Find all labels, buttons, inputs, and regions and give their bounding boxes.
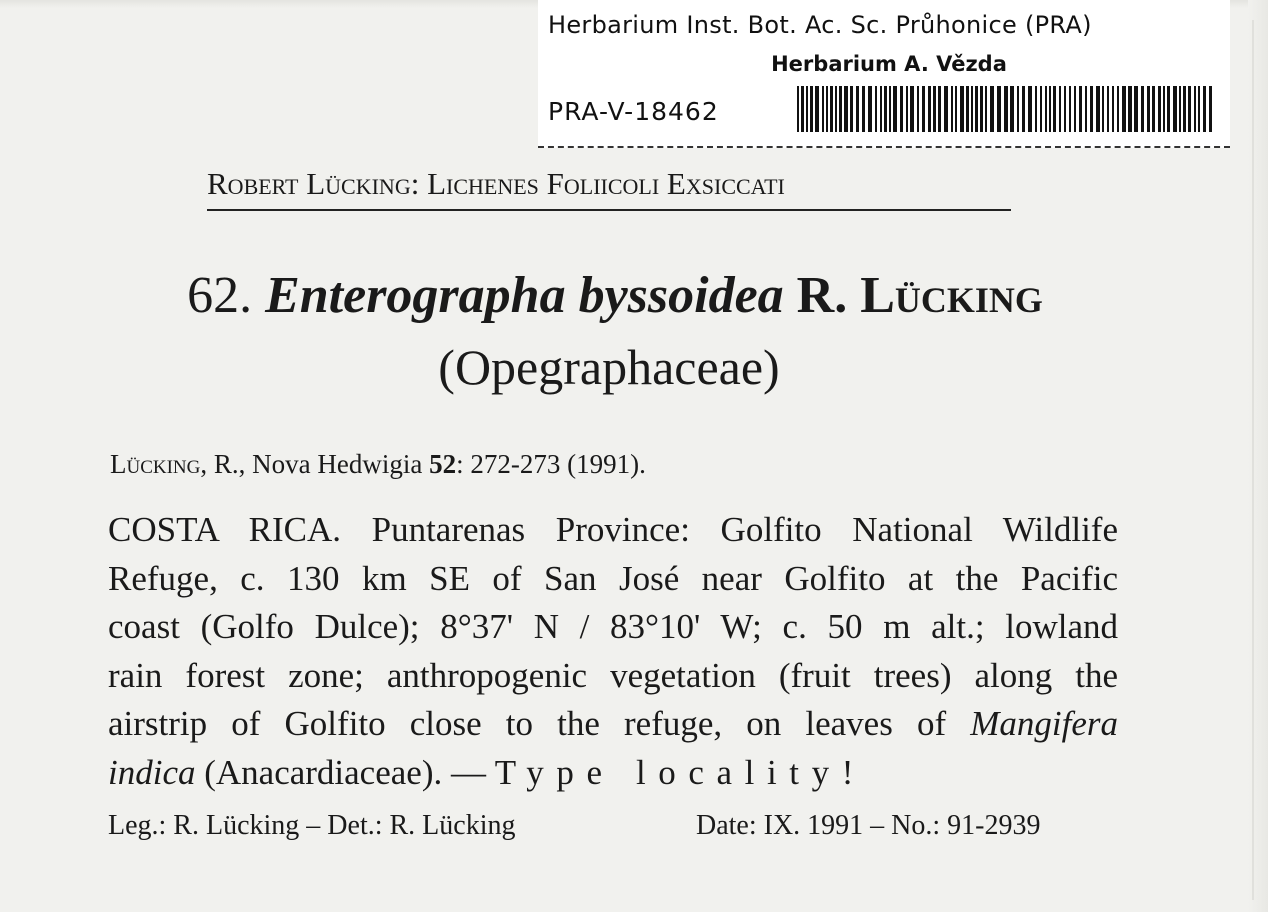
reference-volume: 52 [429, 449, 457, 479]
locality-line [108, 749, 1118, 798]
exsiccata-number: 62. [187, 267, 253, 324]
reference-pages: : 272-273 (1991). [456, 449, 646, 479]
herbarium-sticker [538, 0, 1230, 148]
host-genus: Mangifera [970, 704, 1118, 744]
date-and-number: Date: IX. 1991 – No.: 91-2939 [696, 810, 1041, 841]
collector-determiner: Leg.: R. Lücking – Det.: R. Lücking [108, 810, 516, 841]
family-name: (Opegraphaceae) [438, 339, 780, 395]
reference-initial: , R., Nova Hedwigia [200, 449, 430, 479]
locality-line: COSTA RICA. Puntarenas Province: Golfito National Wildlife [108, 510, 1118, 549]
series-underline [207, 209, 1011, 211]
locality-line [108, 700, 1118, 749]
collection-name-text: Herbarium A. Vězda [771, 52, 1007, 76]
series-title: Robert Lücking: Lichenes Foliicoli Exsiccati [207, 166, 785, 201]
type-locality-note: Type locality! [494, 752, 866, 792]
specimen-code: PRA-V-18462 [548, 97, 719, 126]
scan-edge-right [1248, 0, 1268, 912]
literature-reference [110, 449, 646, 480]
collection-name [538, 52, 1230, 76]
locality-description [108, 506, 1118, 798]
species-heading [0, 266, 1230, 325]
host-family: (Anacardiaceae). — [195, 752, 495, 792]
institution-name: Herbarium Inst. Bot. Ac. Sc. Průhonice (PRA) [548, 11, 1092, 39]
locality-line: Refuge, c. 130 km SE of San José near Golfito at the Pacific [108, 558, 1118, 598]
reference-author: Lücking [110, 449, 201, 479]
sticker-dashed-border [538, 146, 1230, 148]
locality-line: rain forest zone; anthropogenic vegetation (fruit trees) along the [108, 655, 1118, 695]
locality-line5-text: airstrip of Golfito close to the refuge, on leaves of [108, 704, 971, 744]
species-author: R. Lücking [796, 267, 1043, 324]
barcode [797, 86, 1215, 132]
species-name: Enterographa byssoidea [265, 267, 784, 324]
locality-line: coast (Golfo Dulce); 8°37' N / 83°10' W; c. 50 m alt.; lowland [108, 607, 1118, 647]
host-epithet: indica [108, 752, 196, 792]
